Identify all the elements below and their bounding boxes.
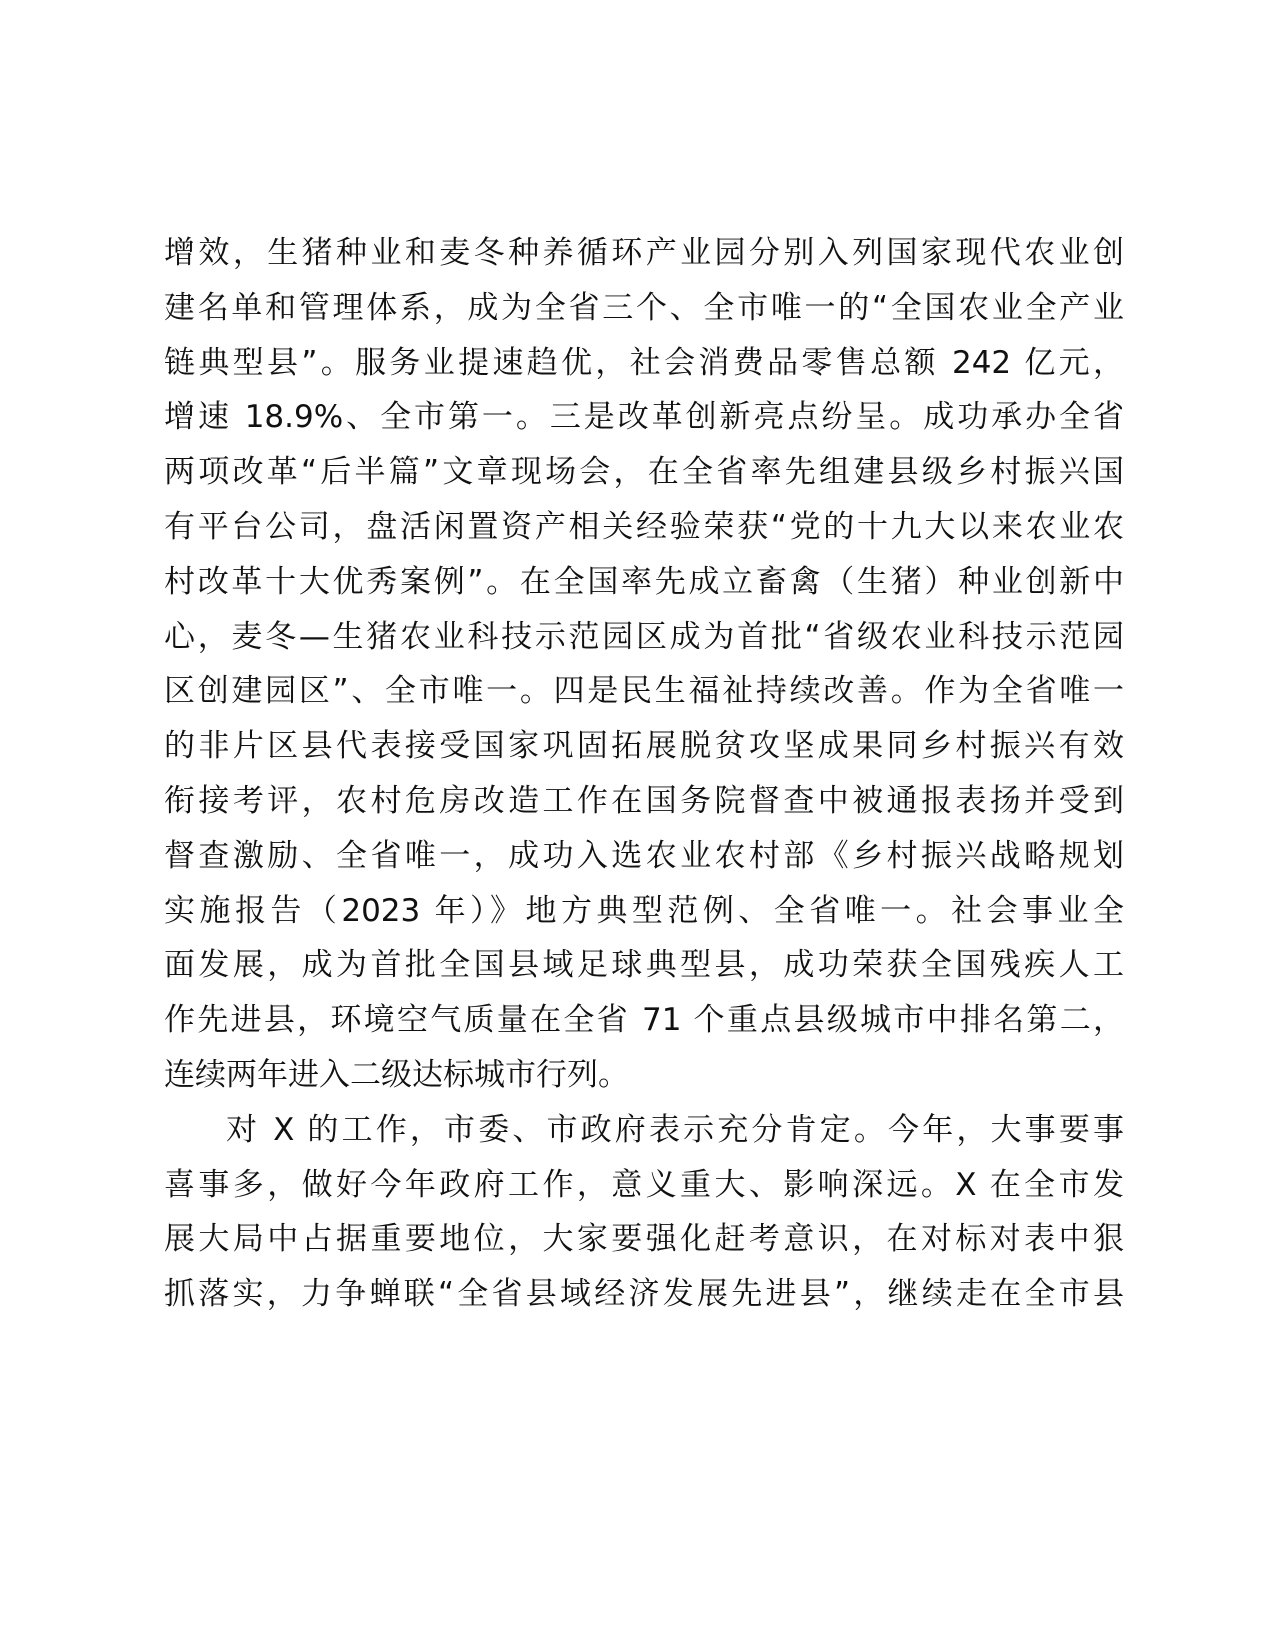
text-line: 实施报告（2023 年）》地方典型范例、全省唯一。社会事业全 [164, 892, 1124, 929]
text-line: 抓落实，力争蝉联“全省县域经济发展先进县”，继续走在全市县 [164, 1276, 1124, 1313]
text-line: 喜事多，做好今年政府工作，意义重大、影响深远。X 在全市发 [164, 1166, 1124, 1203]
text-line: 的非片区县代表接受国家巩固拓展脱贫攻坚成果同乡村振兴有效 [164, 728, 1124, 765]
text-line: 区创建园区”、全市唯一。四是民生福祉持续改善。作为全省唯一 [164, 673, 1124, 710]
paragraph-1 [164, 226, 1124, 1103]
paragraph-2 [164, 1103, 1124, 1322]
text-line: 展大局中占据重要地位，大家要强化赶考意识，在对标对表中狠 [164, 1221, 1124, 1258]
text-line: 村改革十大优秀案例”。在全国率先成立畜禽（生猪）种业创新中 [164, 563, 1124, 600]
text-line: 有平台公司，盘活闲置资产相关经验荣获“党的十九大以来农业农 [164, 508, 1124, 545]
text-line: 两项改革“后半篇”文章现场会，在全省率先组建县级乡村振兴国 [164, 454, 1124, 491]
text-line: 建名单和管理体系，成为全省三个、全市唯一的“全国农业全产业 [164, 289, 1124, 326]
text-line: 衔接考评，农村危房改造工作在国务院督查中被通报表扬并受到 [164, 782, 1124, 819]
body-text [164, 226, 1124, 1322]
text-line: 面发展，成为首批全国县域足球典型县，成功荣获全国残疾人工 [164, 947, 1124, 984]
text-line: 增效，生猪种业和麦冬种养循环产业园分别入列国家现代农业创 [164, 235, 1124, 271]
text-line: 对 X 的工作，市委、市政府表示充分肯定。今年，大事要事 [226, 1111, 1124, 1148]
text-line: 心，麦冬—生猪农业科技示范园区成为首批“省级农业科技示范园 [164, 618, 1124, 655]
text-line: 作先进县，环境空气质量在全省 71 个重点县级城市中排名第二， [164, 1002, 1124, 1039]
text-line: 增速 18.9%、全市第一。三是改革创新亮点纷呈。成功承办全省 [164, 399, 1124, 436]
text-line: 连续两年进入二级达标城市行列。 [164, 1056, 629, 1093]
text-line: 链典型县”。服务业提速趋优，社会消费品零售总额 242 亿元， [164, 344, 1124, 381]
text-line: 督查激励、全省唯一，成功入选农业农村部《乡村振兴战略规划 [164, 837, 1124, 874]
